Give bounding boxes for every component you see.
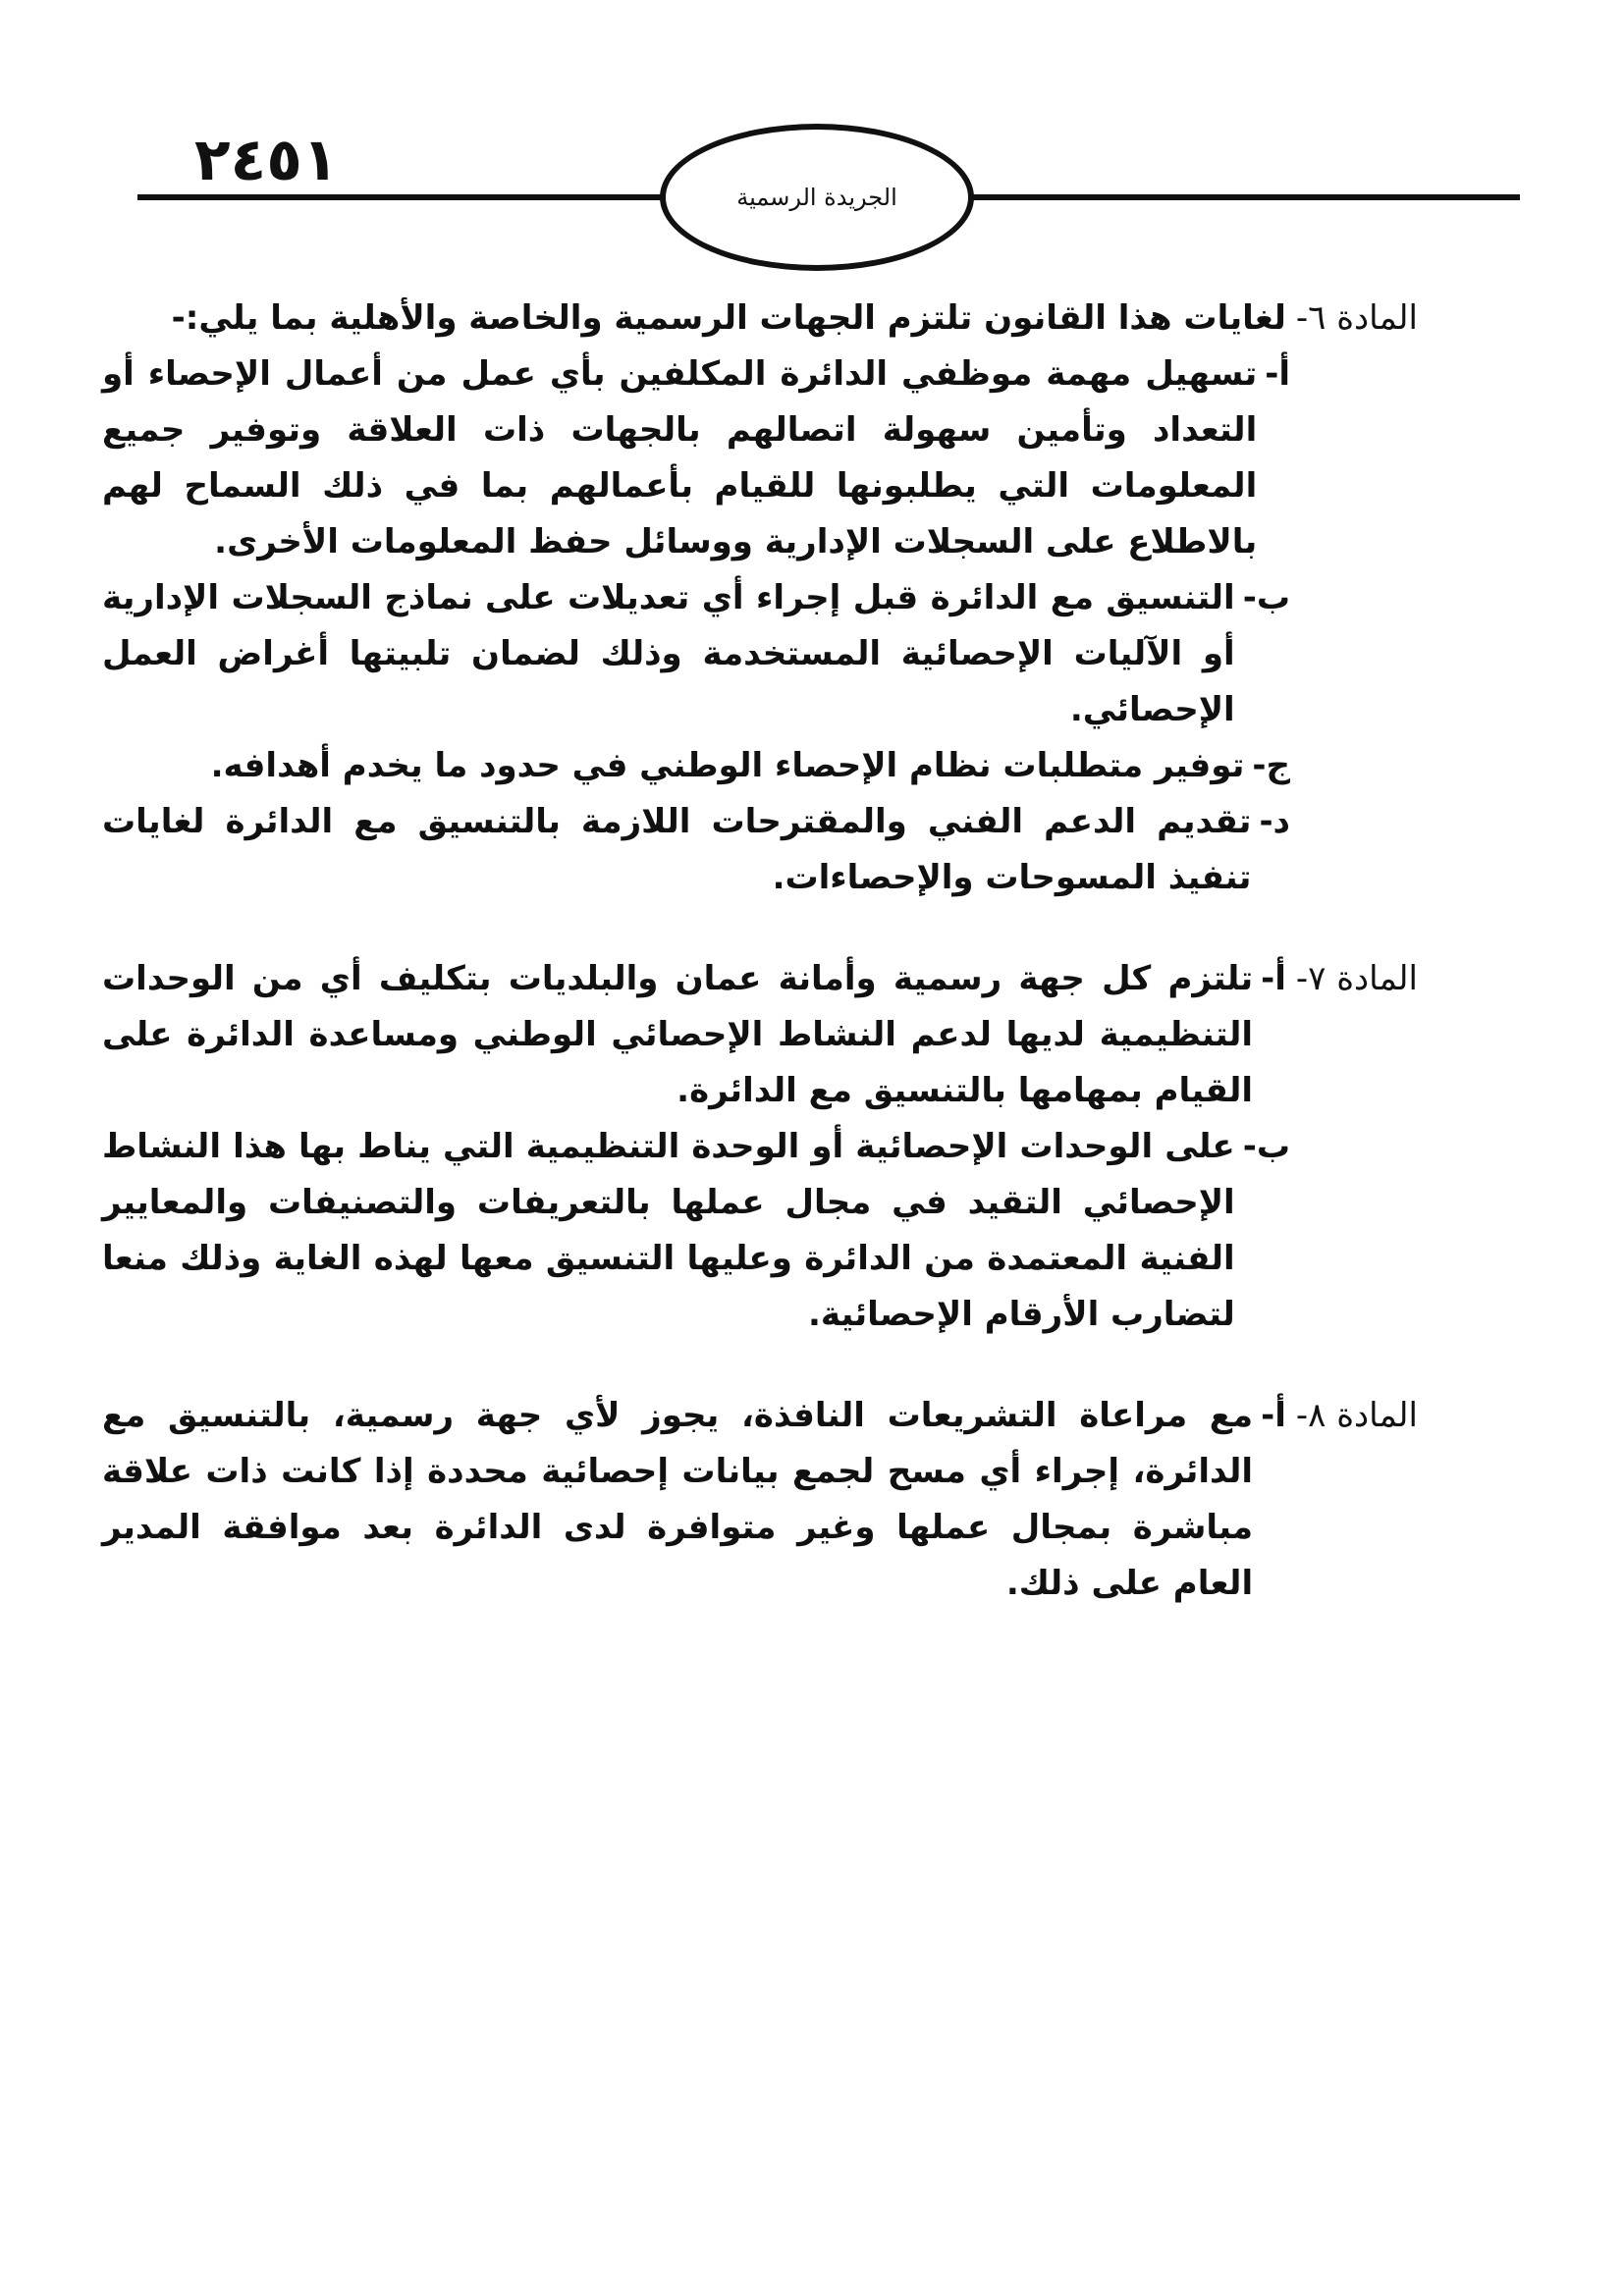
article-intro: لغايات هذا القانون تلتزم الجهات الرسمية والخاصة والأهلية بما يلي:- — [171, 298, 1286, 338]
item-mark: ب- — [1242, 578, 1290, 617]
item-text: تلتزم كل جهة رسمية وأمانة عمان والبلديات بتكليف أي من الوحدات التنظيمية لديها لدعم النشاط الإحصائي الوطني ومساعدة الدائرة على القيام بمهامها بالتنسيق مع الدائرة. — [102, 959, 1254, 1110]
item-mark: ج- — [1252, 746, 1290, 785]
item-mark: أ- — [1265, 354, 1290, 394]
article-label: المادة ٨- — [1295, 1396, 1418, 1435]
header-rule-left — [137, 194, 668, 200]
article-item — [102, 794, 1290, 906]
item-mark: د- — [1259, 802, 1290, 841]
item-text: على الوحدات الإحصائية أو الوحدة التنظيمية التي يناط بها هذا النشاط الإحصائي التقيد في مجال عملها بالتعريفات والتصنيفات والمعايير الفنية المعتمدة من الدائرة وعليها التنسيق معها لهذه الغاية وذلك منعا لتضارب الأرقام الإحصائية. — [102, 1127, 1235, 1334]
item-text: مع مراعاة التشريعات النافذة، يجوز لأي جهة رسمية، بالتنسيق مع الدائرة، إجراء أي مسح لجمع بيانات إحصائية محددة إذا كانت ذات علاقة مباشرة بمجال عملها وغير متوافرة لدى الدائرة بعد موافقة المدير العام على ذلك. — [102, 1396, 1254, 1603]
item-text: توفير متطلبات نظام الإحصاء الوطني في حدود ما يخدم أهدافه. — [210, 746, 1245, 785]
article-6 — [102, 291, 1418, 906]
item-mark: أ- — [1261, 959, 1286, 998]
item-mark: أ- — [1261, 1396, 1286, 1435]
article-label: المادة ٧- — [1295, 959, 1418, 998]
item-mark: ب- — [1242, 1127, 1290, 1166]
article-8 — [102, 1388, 1418, 1612]
document-body — [102, 291, 1418, 1612]
article-item — [102, 1388, 1286, 1612]
header-rule-right — [966, 194, 1520, 200]
article-label: المادة ٦- — [1295, 298, 1418, 338]
article-item — [102, 347, 1290, 570]
gazette-title: الجريدة الرسمية — [736, 184, 897, 211]
article-item — [102, 570, 1290, 738]
article-item — [102, 738, 1290, 794]
page-number: ٢٤٥١ — [194, 126, 339, 194]
gazette-title-oval — [660, 124, 974, 271]
article-7 — [102, 951, 1418, 1343]
article-item — [102, 951, 1286, 1119]
item-text: تقديم الدعم الفني والمقترحات اللازمة بالتنسيق مع الدائرة لغايات تنفيذ المسوحات والإحصاءات. — [102, 802, 1252, 897]
item-text: التنسيق مع الدائرة قبل إجراء أي تعديلات على نماذج السجلات الإدارية أو الآليات الإحصائية المستخدمة وذلك لضمان تلبيتها أغراض العمل الإحصائي. — [102, 578, 1235, 729]
item-text: تسهيل مهمة موظفي الدائرة المكلفين بأي عمل من أعمال الإحصاء أو التعداد وتأمين سهولة اتصالهم بالجهات ذات العلاقة وتوفير جميع المعلومات التي يطلبونها للقيام بأعمالهم بما في ذلك السماح لهم بالاطلاع على السجلات الإدارية ووسائل حفظ المعلومات الأخرى. — [102, 354, 1258, 561]
article-item — [102, 1119, 1290, 1343]
